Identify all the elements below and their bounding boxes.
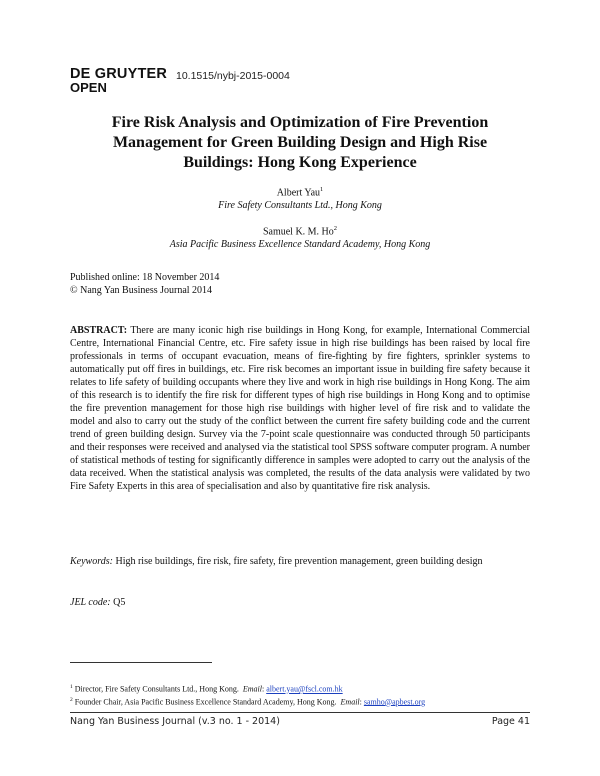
author-affiliation: Asia Pacific Business Excellence Standard Academy, Hong Kong xyxy=(169,239,431,251)
footnotes xyxy=(70,682,540,707)
publisher-logo-line1: DE GRUYTER xyxy=(70,66,168,82)
publisher-logo xyxy=(70,68,170,95)
footnote-email-link[interactable]: samho@apbest.org xyxy=(363,697,426,707)
footnote-1: $^1$ Director, Fire Safety Consultants Ltd., Hong Kong. Email: albert.yau@fscl.com.hk xyxy=(70,684,343,694)
footer-divider xyxy=(70,712,530,713)
author-name: Albert Yau xyxy=(276,187,321,199)
author-name: Samuel K. M. Ho xyxy=(262,226,334,238)
author-footnote-mark[interactable]: 1 xyxy=(320,186,324,193)
footnote-text: Director, Fire Safety Consultants Ltd., Hong Kong. xyxy=(74,684,239,694)
footer-journal: Nang Yan Business Journal (v.3 no. 1 - 2014) xyxy=(70,716,280,727)
footnote-2: $^2$ Founder Chair, Asia Pacific Business Excellence Standard Academy, Hong Kong. Email: samho@apbest.org xyxy=(70,696,426,707)
abstract-label: ABSTRACT: xyxy=(70,325,128,336)
publication-info xyxy=(70,271,219,297)
footnote-mark: 1 xyxy=(70,684,73,690)
keywords xyxy=(70,555,530,568)
author-affiliation: Fire Safety Consultants Ltd., Hong Kong xyxy=(218,200,382,212)
footnote-divider xyxy=(70,662,212,663)
footer-page-number: Page 41 xyxy=(491,716,530,727)
jel-code xyxy=(70,596,125,609)
author-footnote-mark[interactable]: 2 xyxy=(333,225,338,232)
copyright-notice: © Nang Yan Business Journal 2014 xyxy=(70,285,213,296)
publisher-logo-line2: OPEN xyxy=(70,80,107,95)
keywords-label: Keywords: xyxy=(70,556,113,567)
paper-title: Fire Risk Analysis and Optimization of Fire Prevention Management for Green Building Design and High Rise Buildings: Hong Kong Experience xyxy=(111,114,489,171)
author-block-2 xyxy=(70,222,530,251)
abstract xyxy=(70,324,530,493)
footnote-email-label: Email xyxy=(340,697,360,707)
footnote-text: Founder Chair, Asia Pacific Business Excellence Standard Academy, Hong Kong. xyxy=(74,697,337,707)
jel-value: Q5 xyxy=(113,597,126,608)
keywords-text: High rise buildings, fire risk, fire safety, fire prevention management, green building design xyxy=(115,556,483,567)
author-block-1 xyxy=(70,183,530,212)
doi-link[interactable]: 10.1515/nybj-2015-0004 xyxy=(176,70,290,82)
abstract-text: There are many iconic high rise buildings in Hong Kong, for example, International Commercial Centre, International Financial Centre, etc. Fire safety issue in high rise buildings has been raised by local fire professionals in terms of occupant evacuation, means of fire-fighting by fire fighters, sprinkler systems to automatically put off fires in buildings, etc. Fire risk becomes an important issue in building fire safety because it relates to life safety of building occupants where they live and work in high rise buildings in Hong Kong. The aim of this research is to identify the fire risk for different types of high rise buildings in Hong Kong and to optimise the fire prevention management for those high rise buildings with higher level of fire risk and to validate the model and also to carry out the study of the conflict between the current fire safety building code and the current trend of green building design. Survey via the 7-point scale questionnaire was conducted through 50 participants and their responses were received and analysed via the statistical tool SPSS software computer program. A number of statistical methods of testing for significantly difference in samples were adopted to carry out the analysis of the data received. When the statistical analysis was completed, the results of the data analysis were validated by two Fire Safety Experts in this area of specialisation and also by quantitative fire risk analysis. xyxy=(70,325,530,492)
footnote-email-label: Email xyxy=(242,684,262,694)
jel-label: JEL code: xyxy=(70,597,111,608)
footnote-email-link[interactable]: albert.yau@fscl.com.hk xyxy=(266,684,343,694)
published-date: Published online: 18 November 2014 xyxy=(70,272,220,283)
footnote-mark: 2 xyxy=(70,696,73,703)
